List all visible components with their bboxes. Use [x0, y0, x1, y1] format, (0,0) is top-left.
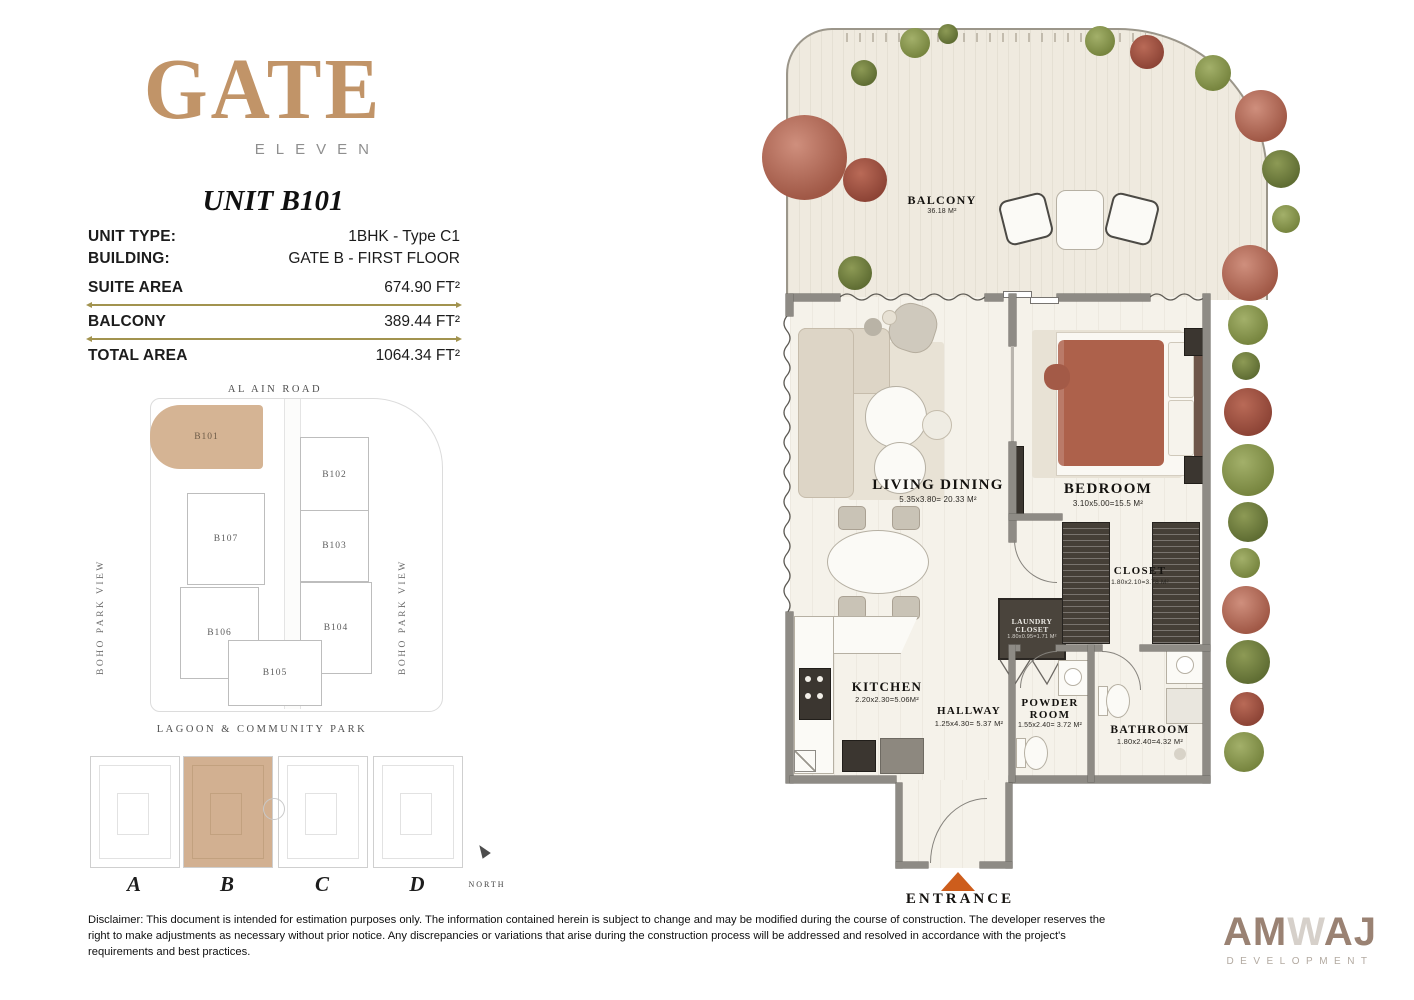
kitchen-name: KITCHEN: [851, 679, 923, 694]
bed-pillow: [1168, 400, 1194, 456]
site-unit-b107-label: B107: [213, 534, 239, 544]
burner: [805, 676, 811, 682]
amwaj-logo-part: AJ: [1323, 910, 1377, 954]
dining-chair: [838, 506, 866, 530]
site-unit-b103: [300, 510, 369, 582]
building-thumb-a: [90, 756, 180, 868]
plant-icon: [1262, 150, 1300, 188]
site-unit-b107: [187, 493, 265, 585]
balcony-area-value: 389.44 FT²: [384, 313, 460, 330]
bathroom-dims: 1.80x2.40=4.32 M²: [1116, 737, 1184, 747]
site-unit-b102-label: B102: [322, 469, 347, 480]
bedroom-dims: 3.10x5.00=15.5 M²: [1072, 498, 1144, 508]
wall: [1006, 783, 1012, 868]
site-unit-b103-label: B103: [322, 541, 347, 551]
wall: [1056, 645, 1102, 651]
building-thumb-b: [183, 756, 273, 868]
plant-icon: [1272, 205, 1300, 233]
room-label-kitchen: [832, 680, 942, 704]
balcony-name: BALCONY: [907, 193, 977, 207]
park-label: LAGOON & COMMUNITY PARK: [156, 724, 368, 735]
closet-name: CLOSET: [1113, 565, 1167, 577]
room-label-laundry: [1006, 618, 1058, 641]
wall: [985, 294, 1003, 301]
plant-icon: [900, 28, 930, 58]
gate-logo-sub: ELEVEN: [254, 141, 380, 158]
building-letter-a: A: [126, 872, 141, 896]
wall: [786, 294, 793, 316]
burner: [817, 676, 823, 682]
plant-icon: [1224, 388, 1272, 436]
wall: [790, 776, 896, 783]
nightstand: [1184, 456, 1204, 484]
entrance-label: ENTRANCE: [905, 891, 1015, 907]
building-thumb-d: [373, 756, 463, 868]
wall: [896, 783, 902, 868]
building-letter-b: B: [219, 872, 234, 896]
entrance-arrow-icon: [941, 872, 975, 891]
plant-icon: [1195, 55, 1231, 91]
plant-icon: [1224, 732, 1264, 772]
pocket-door: [1011, 346, 1014, 442]
balcony-slider-door: [1003, 291, 1032, 298]
toilet-bowl: [1024, 736, 1048, 770]
window-squiggle-icon: [1150, 291, 1205, 303]
side-table: [864, 318, 882, 336]
kitchen-appliance: [842, 740, 876, 772]
cooktop: [799, 668, 831, 720]
disclaimer-text: Disclaimer: This document is intended for estimation purposes only. The information contained herein is subject to change and may be modified during the course of construction. The developer reserves the right to make adjustments as necessary without prior notice. Any discrepancies or variations that arise during the construction process will be addressed and resolved in accordance with the project's requirements and best practices.: [88, 914, 1106, 959]
divider-line: [88, 338, 460, 340]
shower: [1166, 688, 1206, 724]
laundry-dims: 1.80x0.95=1.71 M²: [1007, 634, 1057, 641]
balcony-dims: 36.18 M²: [927, 207, 957, 215]
room-label-closet: [1100, 566, 1180, 586]
boho-park-right-label: BOHO PARK VIEW: [398, 559, 408, 675]
divider-line: [88, 304, 460, 306]
vanity-basin: [1176, 656, 1194, 674]
burner: [805, 693, 811, 699]
plant-icon: [1230, 692, 1264, 726]
wall: [896, 862, 928, 868]
wall: [790, 294, 840, 301]
total-area-value: 1064.34 FT²: [375, 347, 460, 364]
building-value: GATE B - FIRST FLOOR: [288, 250, 460, 267]
closet-dims: 1.80x2.10=3.78 M²: [1111, 578, 1169, 586]
site-unit-b105-label: B105: [262, 668, 288, 678]
amwaj-logo-part: W: [1287, 910, 1324, 954]
plant-icon: [1232, 352, 1260, 380]
plant-icon: [938, 24, 958, 44]
total-area-row: [88, 347, 460, 365]
plant-icon: [843, 158, 887, 202]
hallway-name: HALLWAY: [937, 705, 1001, 717]
plant-icon: [1230, 548, 1260, 578]
room-label-hallway: [924, 706, 1014, 728]
side-table: [882, 310, 897, 325]
window-squiggle-icon: [840, 291, 985, 303]
powder-dims: 1.55x2.40= 3.72 M²: [1017, 722, 1083, 730]
sofa-chaise: [798, 328, 854, 498]
powder-sink-basin: [1064, 668, 1082, 686]
building-row: [88, 250, 460, 268]
site-unit-b101: [150, 405, 263, 469]
balcony-slider-door: [1030, 297, 1059, 304]
living-dims: 5.35x3.80= 20.33 M²: [899, 494, 977, 504]
building-thumb-sketch: [305, 793, 337, 835]
plant-icon: [1226, 640, 1270, 684]
suite-area-label: SUITE AREA: [88, 279, 184, 296]
wall: [1009, 514, 1062, 520]
building-label: BUILDING:: [88, 250, 170, 267]
balcony-area-label: BALCONY: [88, 313, 167, 330]
site-unit-b106-label: B106: [207, 628, 232, 638]
coffee-table-small: [922, 410, 952, 440]
lagoon-circle: [263, 798, 285, 820]
plant-icon: [1235, 90, 1287, 142]
unit-type-label: UNIT TYPE:: [88, 228, 177, 245]
amwaj-logo-subtitle: DEVELOPMENT: [1226, 956, 1374, 967]
site-unit-b105: [228, 640, 322, 706]
boho-park-left-label: BOHO PARK VIEW: [96, 559, 106, 675]
plant-icon: [1085, 26, 1115, 56]
building-letter-c: C: [314, 872, 329, 896]
amwaj-logo: [1195, 910, 1405, 955]
coffee-table: [865, 386, 927, 448]
north-arrow-icon: [475, 842, 491, 858]
unit-info: [88, 228, 460, 365]
amwaj-logo-part: AM: [1223, 910, 1288, 954]
building-thumb-c: [278, 756, 368, 868]
powder-name: POWDER ROOM: [1021, 697, 1079, 721]
building-letter-d: D: [409, 872, 425, 896]
wall: [1009, 776, 1210, 783]
room-label-living: [858, 478, 1018, 504]
north-label: NORTH: [468, 880, 506, 889]
window-squiggle-icon: [781, 316, 793, 613]
building-thumb-sketch: [117, 793, 149, 835]
site-unit-b104-label: B104: [323, 623, 349, 633]
total-area-label: TOTAL AREA: [88, 347, 188, 364]
room-label-bathroom: [1094, 724, 1206, 746]
shower-drain: [1174, 748, 1186, 760]
kitchen-dims: 2.20x2.30=5.06M²: [855, 694, 919, 704]
plant-icon: [1222, 586, 1270, 634]
service-shaft: [794, 750, 816, 772]
wall: [786, 612, 793, 783]
laundry-name: LAUNDRY CLOSET: [1011, 616, 1053, 634]
plant-icon: [1228, 502, 1268, 542]
site-unit-b101-label: B101: [194, 432, 219, 442]
bed-duvet: [1058, 340, 1164, 466]
suite-area-row: [88, 279, 460, 297]
suite-area-value: 674.90 FT²: [384, 279, 460, 296]
site-unit-b102: [300, 437, 369, 512]
dining-chair: [892, 506, 920, 530]
wall: [1140, 645, 1210, 651]
plant-icon: [851, 60, 877, 86]
unit-type-row: [88, 228, 460, 246]
burner: [817, 693, 823, 699]
bathroom-name: BATHROOM: [1110, 724, 1190, 736]
unit-type-value: 1BHK - Type C1: [348, 228, 460, 245]
room-label-bedroom: [1038, 482, 1178, 508]
building-thumb-sketch: [210, 793, 242, 835]
bedroom-name: BEDROOM: [1063, 481, 1153, 497]
building-thumb-sketch: [400, 793, 432, 835]
balcony-table: [1056, 190, 1104, 250]
balcony-area-row: [88, 313, 460, 331]
room-label-balcony: [882, 194, 1002, 215]
plant-icon: [1228, 305, 1268, 345]
road-label: AL AIN ROAD: [227, 384, 323, 395]
pouf: [1044, 364, 1070, 390]
plant-icon: [762, 115, 847, 200]
kitchen-island: [880, 738, 924, 774]
plant-icon: [838, 256, 872, 290]
wall: [1203, 294, 1210, 783]
room-label-powder: [1010, 698, 1090, 729]
wall: [1009, 294, 1016, 346]
hallway-dims: 1.25x4.30= 5.37 M²: [934, 718, 1004, 728]
nightstand: [1184, 328, 1204, 356]
dining-table: [827, 530, 929, 594]
living-name: LIVING DINING: [872, 477, 1004, 493]
plant-icon: [1222, 245, 1278, 301]
wall: [1057, 294, 1150, 301]
plant-icon: [1222, 444, 1274, 496]
gate-logo: GATE: [143, 40, 383, 138]
plant-icon: [1130, 35, 1164, 69]
unit-title: UNIT B101: [202, 185, 344, 217]
